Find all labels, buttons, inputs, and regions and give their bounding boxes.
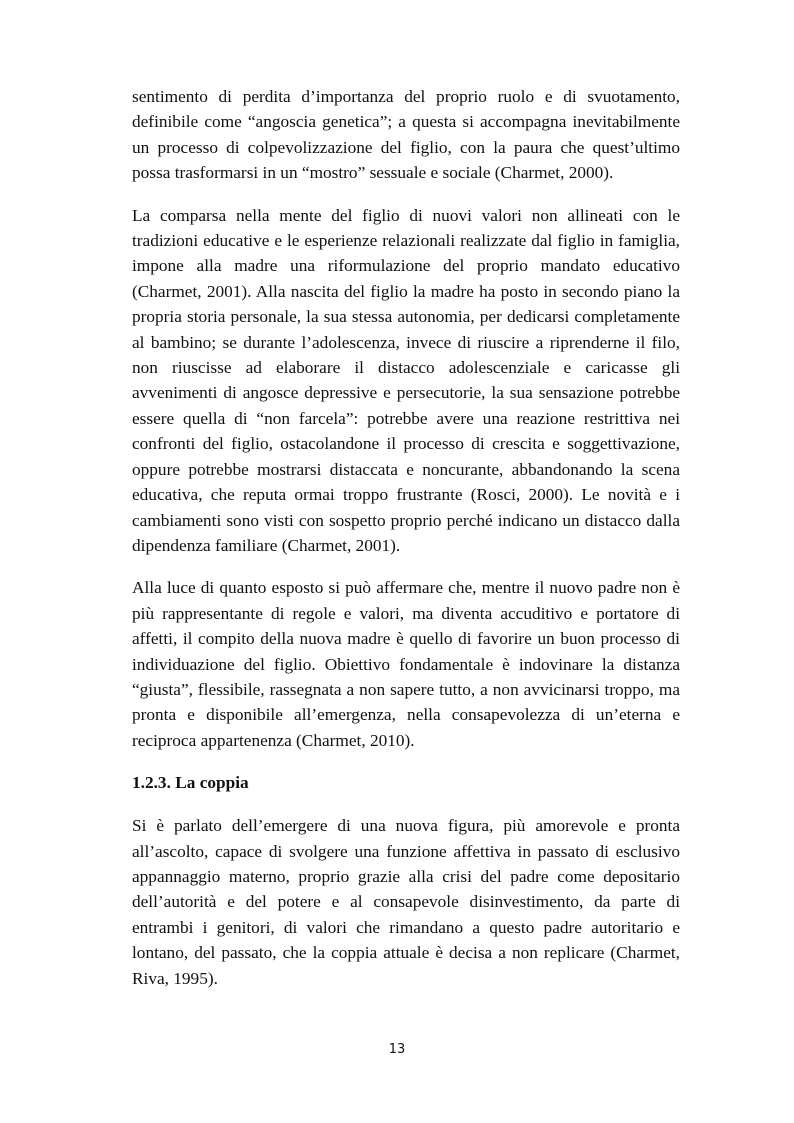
paragraph: Si è parlato dell’emergere di una nuova figura, più amorevole e pronta all’ascolto, capace di svolgere una funzione affettiva in passato di esclusivo appannaggio materno, proprio grazie alla crisi del padre come depositario dell’autorità e del potere e al consapevole disinvestimento, da parte di entrambi i genitori, di valori che rimandano a questo padre autoritario e lontano, del passato, che la coppia attuale è decisa a non replicare (Charmet, Riva, 1995). bbox=[132, 816, 680, 988]
paragraph: La comparsa nella mente del figlio di nuovi valori non allineati con le tradizioni educative e le esperienze relazionali realizzate dal figlio in famiglia, impone alla madre una riformulazione del proprio mandato educativo (Charmet, 2001). Alla nascita del figlio la madre ha posto in secondo piano la propria storia personale, la sua stessa autonomia, per dedicarsi completamente al bambino; se durante l’adolescenza, invece di riuscire a riprenderne il filo, non riuscisse ad elaborare il distacco adolescenziale e caricasse gli avvenimenti di angosce depressive e persecutorie, la sua sensazione potrebbe essere quella di “non farcela”: potrebbe avere una reazione restrittiva nei confronti del figlio, ostacolandone il processo di crescita e soggettivazione, oppure potrebbe mostrarsi distaccata e noncurante, abbandonando la scena educativa, che reputa ormai troppo frustrante (Rosci, 2000). Le novità e i cambiamenti sono visti con sospetto proprio perché indicano un distacco dalla dipendenza familiare (Charmet, 2001). bbox=[132, 205, 680, 555]
section-heading: 1.2.3. La coppia bbox=[132, 773, 249, 793]
paragraph: sentimento di perdita d’importanza del proprio ruolo e di svuotamento, definibile come “angoscia genetica”; a questa si accompagna inevitabilmente un processo di colpevolizzazione del figlio, con la paura che quest’ultimo possa trasformarsi in un “mostro” sessuale e sociale (Charmet, 2000). bbox=[132, 87, 680, 183]
page-number: 13 bbox=[388, 1042, 406, 1057]
paragraph: Alla luce di quanto esposto si può affermare che, mentre il nuovo padre non è più rappresentante di regole e valori, ma diventa accuditivo e portatore di affetti, il compito della nuova madre è quello di favorire un buon processo di individuazione del figlio. Obiettivo fondamentale è indovinare la distanza “giusta”, flessibile, rassegnata a non sapere tutto, a non avvicinarsi troppo, ma pronta e disponibile all’emergenza, nella consapevolezza di un’eterna e reciproca appartenenza (Charmet, 2010). bbox=[132, 578, 680, 750]
page-body bbox=[132, 84, 680, 1008]
